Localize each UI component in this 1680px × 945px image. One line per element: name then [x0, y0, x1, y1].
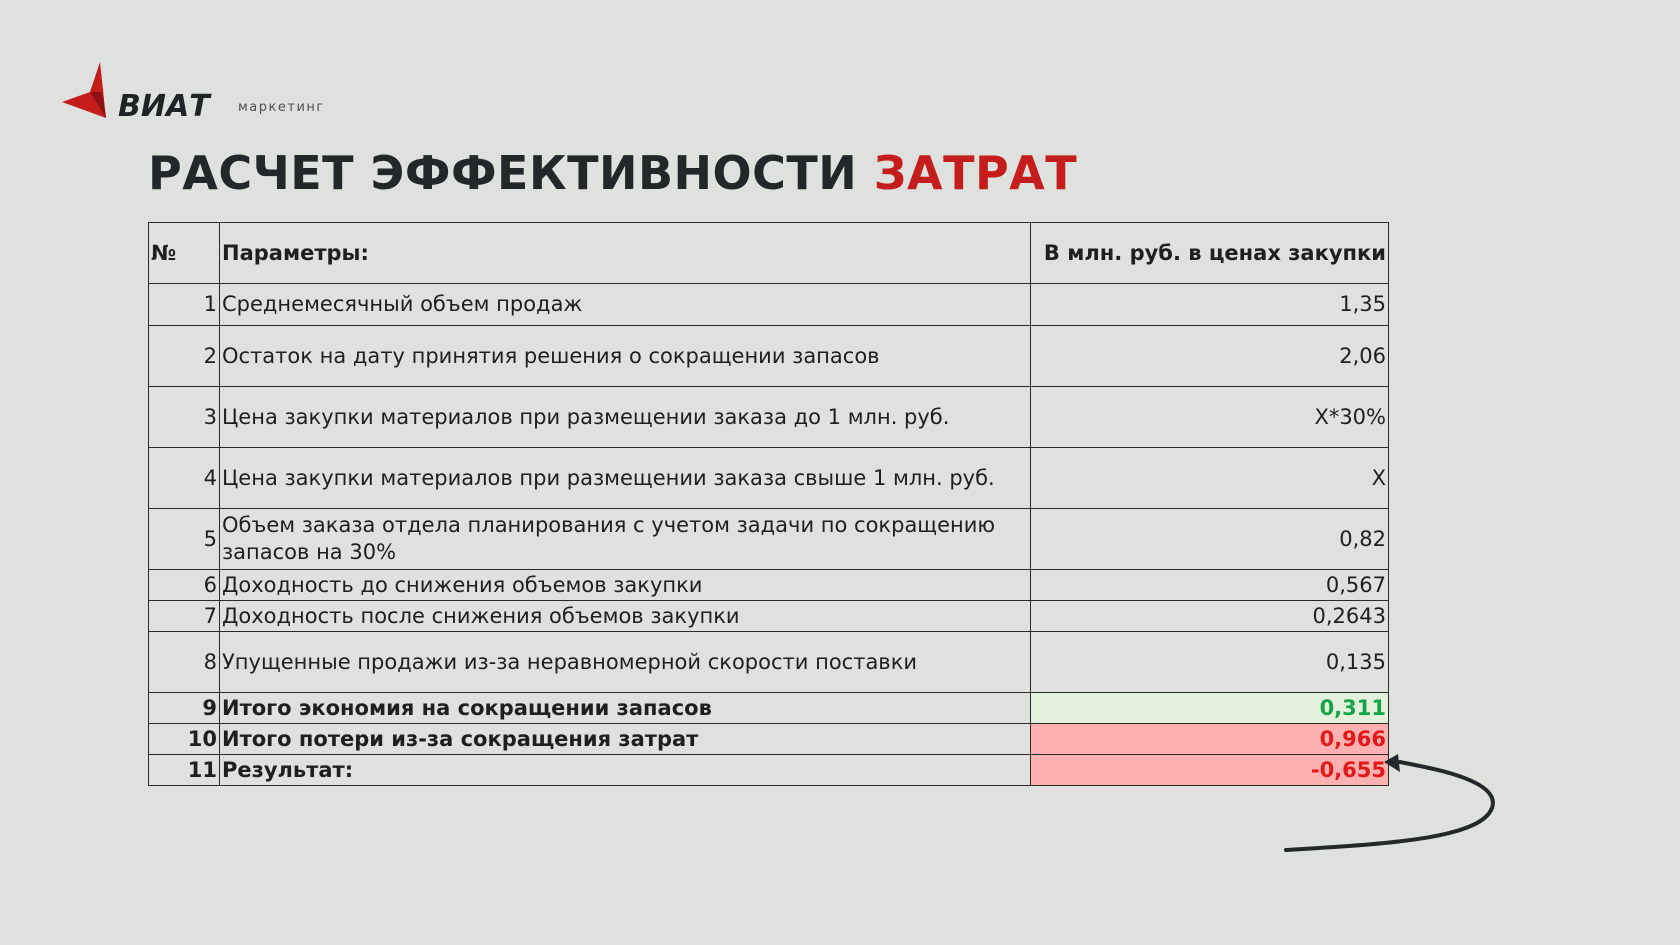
cost-efficiency-table	[148, 222, 1389, 786]
table-row	[149, 632, 1389, 693]
row-num: 5	[149, 509, 220, 570]
table-row-losses-total	[149, 724, 1389, 755]
table-header-row	[149, 223, 1389, 284]
row-param: Среднемесячный объем продаж	[220, 284, 1031, 326]
row-num: 3	[149, 387, 220, 448]
brand-tagline: маркетинг	[238, 100, 325, 115]
row-param: Доходность после снижения объемов закупки	[220, 601, 1031, 632]
row-param: Объем заказа отдела планирования с учетом задачи по сокращению запасов на 30%	[220, 509, 1031, 570]
result-value: -0,655	[1031, 755, 1389, 786]
row-value: 0,2643	[1031, 601, 1389, 632]
row-num: 10	[149, 724, 220, 755]
losses-value: 0,966	[1031, 724, 1389, 755]
row-param: Упущенные продажи из-за неравномерной скорости поставки	[220, 632, 1031, 693]
row-param: Остаток на дату принятия решения о сокращении запасов	[220, 326, 1031, 387]
header-value: В млн. руб. в ценах закупки	[1031, 223, 1389, 284]
lightning-triangle-logo-icon	[62, 62, 122, 128]
row-param: Цена закупки материалов при размещении заказа до 1 млн. руб.	[220, 387, 1031, 448]
row-num: 4	[149, 448, 220, 509]
brand-logo	[62, 62, 362, 132]
row-num: 2	[149, 326, 220, 387]
table-row	[149, 509, 1389, 570]
table-row-result	[149, 755, 1389, 786]
table-row	[149, 448, 1389, 509]
row-value: 1,35	[1031, 284, 1389, 326]
table-row	[149, 284, 1389, 326]
row-value: X*30%	[1031, 387, 1389, 448]
row-num: 9	[149, 693, 220, 724]
row-num: 7	[149, 601, 220, 632]
row-value: X	[1031, 448, 1389, 509]
row-num: 1	[149, 284, 220, 326]
header-num: №	[149, 223, 220, 284]
row-num: 6	[149, 570, 220, 601]
page-title	[148, 146, 1077, 200]
row-value: 0,135	[1031, 632, 1389, 693]
header-param: Параметры:	[220, 223, 1031, 284]
title-main: РАСЧЕТ ЭФФЕКТИВНОСТИ	[148, 146, 858, 200]
table-row	[149, 326, 1389, 387]
row-param: Итого потери из-за сокращения затрат	[220, 724, 1031, 755]
row-param: Доходность до снижения объемов закупки	[220, 570, 1031, 601]
table-row	[149, 601, 1389, 632]
row-num: 8	[149, 632, 220, 693]
row-param: Итого экономия на сокращении запасов	[220, 693, 1031, 724]
row-value: 0,82	[1031, 509, 1389, 570]
title-accent: ЗАТРАТ	[873, 146, 1078, 200]
table-row	[149, 570, 1389, 601]
row-param: Результат:	[220, 755, 1031, 786]
row-param: Цена закупки материалов при размещении заказа свыше 1 млн. руб.	[220, 448, 1031, 509]
curved-arrow-icon	[1270, 748, 1510, 860]
row-value: 2,06	[1031, 326, 1389, 387]
table-row	[149, 387, 1389, 448]
brand-name: ВИАТ	[118, 89, 210, 124]
savings-value: 0,311	[1031, 693, 1389, 724]
row-num: 11	[149, 755, 220, 786]
table-row-savings-total	[149, 693, 1389, 724]
row-value: 0,567	[1031, 570, 1389, 601]
